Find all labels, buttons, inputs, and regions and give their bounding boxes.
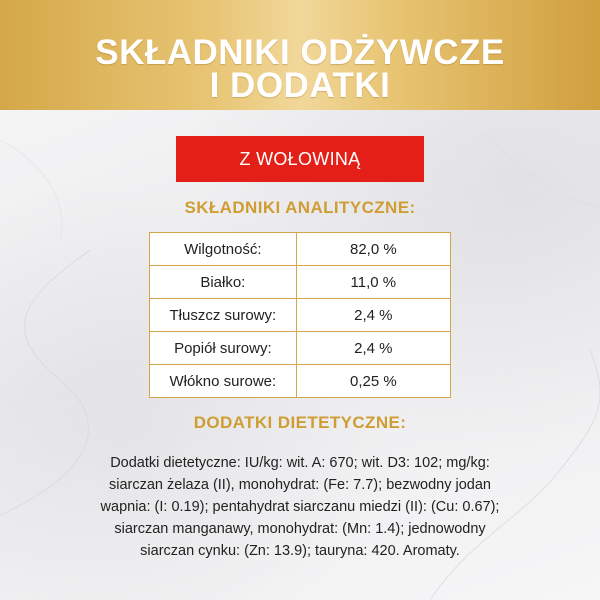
additives-line: siarczan manganawy, monohydrat: (Mn: 1.4); jednowodny	[114, 521, 486, 537]
row-value: 2,4 %	[296, 299, 450, 332]
page-title-line2: I DODATKI	[209, 66, 391, 105]
row-label: Białko:	[150, 266, 297, 299]
row-label: Włókno surowe:	[150, 365, 297, 398]
additives-line: siarczan cynku: (Zn: 13.9); tauryna: 420. Aromaty.	[140, 543, 460, 559]
row-value: 2,4 %	[296, 332, 450, 365]
row-label: Wilgotność:	[150, 233, 297, 266]
row-value: 0,25 %	[296, 365, 450, 398]
row-label: Tłuszcz surowy:	[150, 299, 297, 332]
additives-line: wapnia: (I: 0.19); pentahydrat siarczanu miedzi (II): (Cu: 0.67);	[100, 499, 500, 515]
table-row	[150, 299, 451, 332]
header-banner	[0, 0, 600, 110]
analytic-heading: SKŁADNIKI ANALITYCZNE:	[184, 198, 416, 217]
row-label: Popiół surowy:	[150, 332, 297, 365]
table-row	[150, 233, 451, 266]
variant-badge: Z WOŁOWINĄ	[176, 136, 424, 182]
table-row	[150, 332, 451, 365]
page-title-line1: SKŁADNIKI ODŻYWCZE	[95, 33, 505, 72]
row-value: 82,0 %	[296, 233, 450, 266]
analytic-table	[149, 232, 451, 398]
row-value: 11,0 %	[296, 266, 450, 299]
additives-description	[40, 452, 560, 562]
table-row	[150, 365, 451, 398]
additives-line: Dodatki dietetyczne: IU/kg: wit. A: 670; wit. D3: 102; mg/kg:	[110, 455, 490, 471]
table-row	[150, 266, 451, 299]
additives-line: siarczan żelaza (II), monohydrat: (Fe: 7.7); bezwodny jodan	[108, 477, 491, 493]
additives-heading: DODATKI DIETETYCZNE:	[193, 413, 407, 432]
